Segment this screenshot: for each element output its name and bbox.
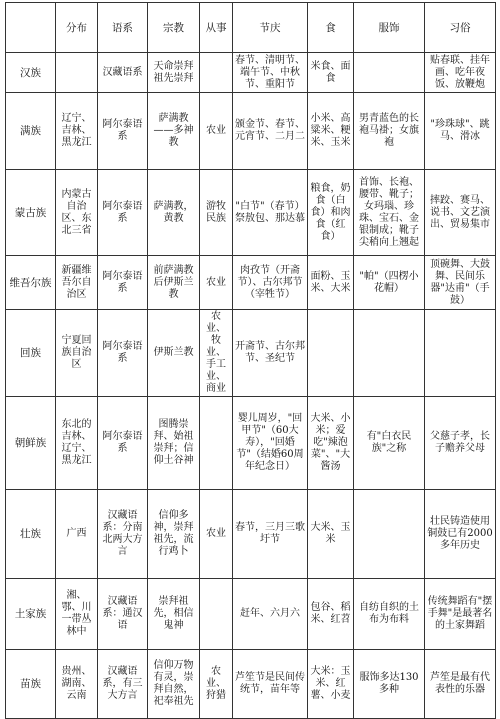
customs-cell: 传统舞蹈有"摆手舞"是最著名的土家舞蹈 bbox=[425, 579, 496, 650]
clothing-cell: 首饰、长袍、腰带、靴子；女玛瑙、珍珠、宝石、金银制成；靴子尖稍向上翘起 bbox=[354, 170, 425, 256]
language-family-cell: 阿尔泰语系 bbox=[98, 170, 148, 256]
food-cell: 包谷、稻米、红苕 bbox=[308, 579, 354, 650]
religion-cell: 天命崇拜祖先崇拜 bbox=[148, 53, 200, 93]
language-family-cell: 阿尔泰语系 bbox=[98, 310, 148, 397]
header-cell-language-family: 语系 bbox=[98, 3, 148, 53]
language-family-cell: 汉藏语系 bbox=[98, 53, 148, 93]
religion-cell: 萨满教——多神教 bbox=[148, 93, 200, 170]
ethnic-name-cell: 土家族 bbox=[6, 579, 56, 650]
food-cell bbox=[308, 310, 354, 397]
clothing-cell bbox=[354, 310, 425, 397]
festivals-cell: 赶年、六月六 bbox=[233, 579, 308, 650]
clothing-cell: 男青蓝色的长袍马褂；女旗袍 bbox=[354, 93, 425, 170]
clothing-cell: 自纺自织的土布为布料 bbox=[354, 579, 425, 650]
festivals-cell: 肉孜节（开斋节）、古尔邦节（宰牲节） bbox=[233, 256, 308, 310]
occupation-cell: 农业 bbox=[200, 93, 233, 170]
distribution-cell: 新疆维吾尔自治区 bbox=[56, 256, 98, 310]
customs-cell: 父慈子孝，长子赡养父母 bbox=[425, 397, 496, 490]
festivals-cell: 颁金节、春节、元宵节、二月二 bbox=[233, 93, 308, 170]
distribution-cell: 辽宁、吉林、黑龙江 bbox=[56, 93, 98, 170]
table-row bbox=[6, 650, 496, 719]
food-cell: 大米、玉米 bbox=[308, 490, 354, 579]
distribution-cell: 贵州、湖南、云南 bbox=[56, 650, 98, 719]
customs-cell: 顶碗舞、大鼓舞、民间乐器"达甫"（手鼓） bbox=[425, 256, 496, 310]
ethnic-name-cell: 蒙古族 bbox=[6, 170, 56, 256]
table-row bbox=[6, 310, 496, 397]
religion-cell: 前萨满教后伊斯兰教 bbox=[148, 256, 200, 310]
ethnic-name-cell: 壮族 bbox=[6, 490, 56, 579]
language-family-cell: 阿尔泰语系 bbox=[98, 397, 148, 490]
ethnic-groups-document bbox=[5, 2, 495, 708]
clothing-cell: 服饰多达130多种 bbox=[354, 650, 425, 719]
ethnic-name-cell: 汉族 bbox=[6, 53, 56, 93]
language-family-cell: 汉藏语系：通汉语 bbox=[98, 579, 148, 650]
occupation-cell: 农业 bbox=[200, 256, 233, 310]
header-cell-food: 食 bbox=[308, 3, 354, 53]
occupation-cell bbox=[200, 397, 233, 490]
ethnic-name-cell: 维吾尔族 bbox=[6, 256, 56, 310]
customs-cell: 芦笙是最有代表性的乐器 bbox=[425, 650, 496, 719]
food-cell: 粮食，奶食（白食）和肉食（红食） bbox=[308, 170, 354, 256]
header-cell-customs: 习俗 bbox=[425, 3, 496, 53]
table-row bbox=[6, 490, 496, 579]
distribution-cell: 宁夏回族自治区 bbox=[56, 310, 98, 397]
language-family-cell: 阿尔泰语系 bbox=[98, 93, 148, 170]
table-row bbox=[6, 579, 496, 650]
table-row bbox=[6, 53, 496, 93]
header-row bbox=[6, 3, 496, 53]
festivals-cell: 春节、清明节、端午节、中秋节、重阳节 bbox=[233, 53, 308, 93]
food-cell: 米食、面食 bbox=[308, 53, 354, 93]
header-cell-festivals: 节庆 bbox=[233, 3, 308, 53]
ethnic-name-cell: 满族 bbox=[6, 93, 56, 170]
religion-cell: 信仰万物有灵，崇拜自然，祀奉祖先 bbox=[148, 650, 200, 719]
occupation-cell: 农业 bbox=[200, 490, 233, 579]
language-family-cell: 阿尔泰语系 bbox=[98, 256, 148, 310]
religion-cell: 伊斯兰教 bbox=[148, 310, 200, 397]
customs-cell: 摔跤、赛马、说书、文艺演出、贸易集市 bbox=[425, 170, 496, 256]
customs-cell bbox=[425, 310, 496, 397]
header-cell-distribution: 分布 bbox=[56, 3, 98, 53]
occupation-cell bbox=[200, 53, 233, 93]
table-row bbox=[6, 93, 496, 170]
festivals-cell: 芦笙节是民间传统节，苗年等 bbox=[233, 650, 308, 719]
ethnic-name-cell: 苗族 bbox=[6, 650, 56, 719]
table-row bbox=[6, 397, 496, 490]
distribution-cell: 湘、鄂、川一带丛林中 bbox=[56, 579, 98, 650]
occupation-cell: 农业、牧业、手工业、商业 bbox=[200, 310, 233, 397]
distribution-cell bbox=[56, 53, 98, 93]
ethnic-name-cell: 朝鲜族 bbox=[6, 397, 56, 490]
table-row bbox=[6, 256, 496, 310]
distribution-cell: 东北的吉林、辽宁、黑龙江 bbox=[56, 397, 98, 490]
religion-cell: 图腾崇拜、始祖崇拜；信仰土谷神 bbox=[148, 397, 200, 490]
clothing-cell: 有"白衣民族"之称 bbox=[354, 397, 425, 490]
festivals-cell: "白节"（春节）祭敖包、那达慕 bbox=[233, 170, 308, 256]
religion-cell: 崇拜祖先，相信鬼神 bbox=[148, 579, 200, 650]
ethnic-customs-table bbox=[5, 2, 496, 719]
table-row bbox=[6, 170, 496, 256]
distribution-cell: 内蒙古自治区、东北三省 bbox=[56, 170, 98, 256]
customs-cell: "珍珠球"、跳马、滑冰 bbox=[425, 93, 496, 170]
clothing-cell bbox=[354, 53, 425, 93]
language-family-cell: 汉藏语系：分南北两大方言 bbox=[98, 490, 148, 579]
clothing-cell bbox=[354, 490, 425, 579]
occupation-cell: 游牧民族 bbox=[200, 170, 233, 256]
food-cell: 大米：玉米、红薯、小麦 bbox=[308, 650, 354, 719]
religion-cell: 萨满教，黄教 bbox=[148, 170, 200, 256]
festivals-cell: 春节，三月三歌圩节 bbox=[233, 490, 308, 579]
festivals-cell: 开斋节、古尔邦节、圣纪节 bbox=[233, 310, 308, 397]
header-cell-corner bbox=[6, 3, 56, 53]
religion-cell: 信仰多神，崇拜祖先，流行鸡卜 bbox=[148, 490, 200, 579]
occupation-cell: 农业、狩猎 bbox=[200, 650, 233, 719]
food-cell: 面粉、玉米、大米 bbox=[308, 256, 354, 310]
occupation-cell bbox=[200, 579, 233, 650]
customs-cell: 贴春联、挂年画、吃年夜饭、放鞭炮 bbox=[425, 53, 496, 93]
language-family-cell: 汉藏语系，有三大方言 bbox=[98, 650, 148, 719]
customs-cell: 壮民铸造使用铜鼓已有2000多年历史 bbox=[425, 490, 496, 579]
festivals-cell: 婴儿周岁，"回甲节"（60大寿），"回婚节"（结婚60周年纪念日） bbox=[233, 397, 308, 490]
header-cell-clothing: 服饰 bbox=[354, 3, 425, 53]
ethnic-name-cell: 回族 bbox=[6, 310, 56, 397]
clothing-cell: "帕"（四楞小花帽） bbox=[354, 256, 425, 310]
distribution-cell: 广西 bbox=[56, 490, 98, 579]
header-cell-religion: 宗教 bbox=[148, 3, 200, 53]
food-cell: 小米、高粱米、粳米、玉米 bbox=[308, 93, 354, 170]
food-cell: 大米、小米；爱吃"辣泡菜"、"大酱汤 bbox=[308, 397, 354, 490]
header-cell-occupation: 从事 bbox=[200, 3, 233, 53]
